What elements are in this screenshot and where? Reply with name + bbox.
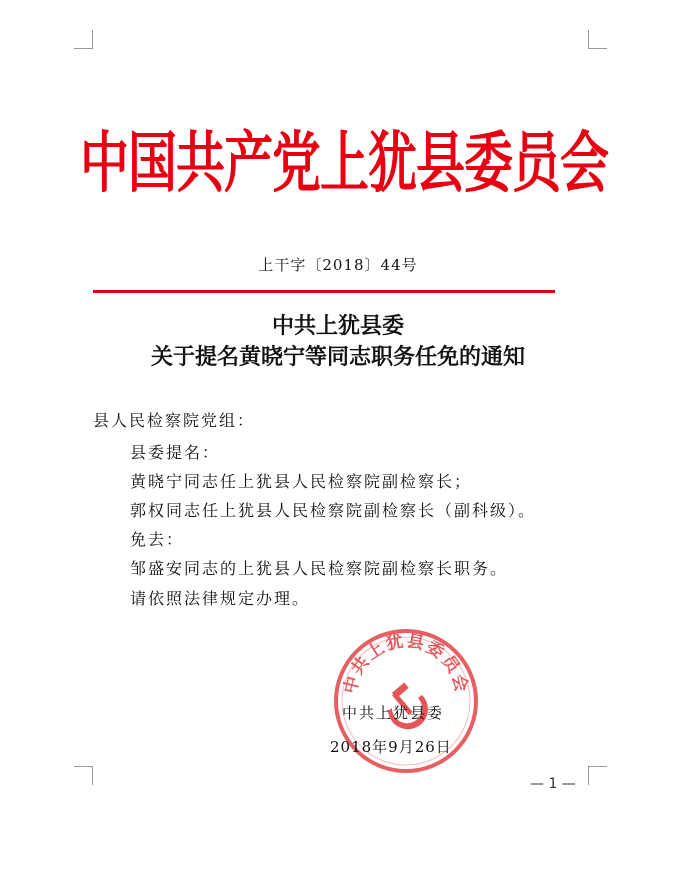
crop-mark-bottom-right [588,766,607,785]
notice-title-line-2: 关于提名黄晓宁等同志职务任免的通知 [150,344,525,370]
body-line-appointment-1: 黄晓宁同志任上犹县人民检察院副检察长； [130,472,473,491]
body-line-appointment-2: 郭权同志任上犹县人民检察院副检察长（副科级）。 [130,501,537,520]
crop-mark-top-right [588,30,607,49]
body-line-removal-1: 邹盛安同志的上犹县人民检察院副检察长职务。 [130,559,509,578]
body-line-removal-heading: 免去： [130,530,185,549]
signature-organization: 中共上犹县委 [342,704,445,722]
crop-mark-top-left [74,30,93,49]
body-line-closing: 请依照法律规定办理。 [130,589,311,608]
salutation: 县人民检察院党组： [93,411,256,430]
signature-date: 2018年9月26日 [330,738,452,756]
page-number: — 1 — [530,776,576,792]
crop-mark-bottom-left [74,766,93,785]
document-number: 上干字〔2018〕44号 [258,256,418,274]
issuing-organization-header: 中国共产党上犹县委员会 [80,124,609,202]
notice-title-line-1: 中共上犹县委 [271,313,404,339]
red-separator-line [93,290,555,293]
seal-ring-text: 中共上犹县委员会 [340,631,472,696]
body-line-nominate-heading: 县委提名： [130,443,221,462]
